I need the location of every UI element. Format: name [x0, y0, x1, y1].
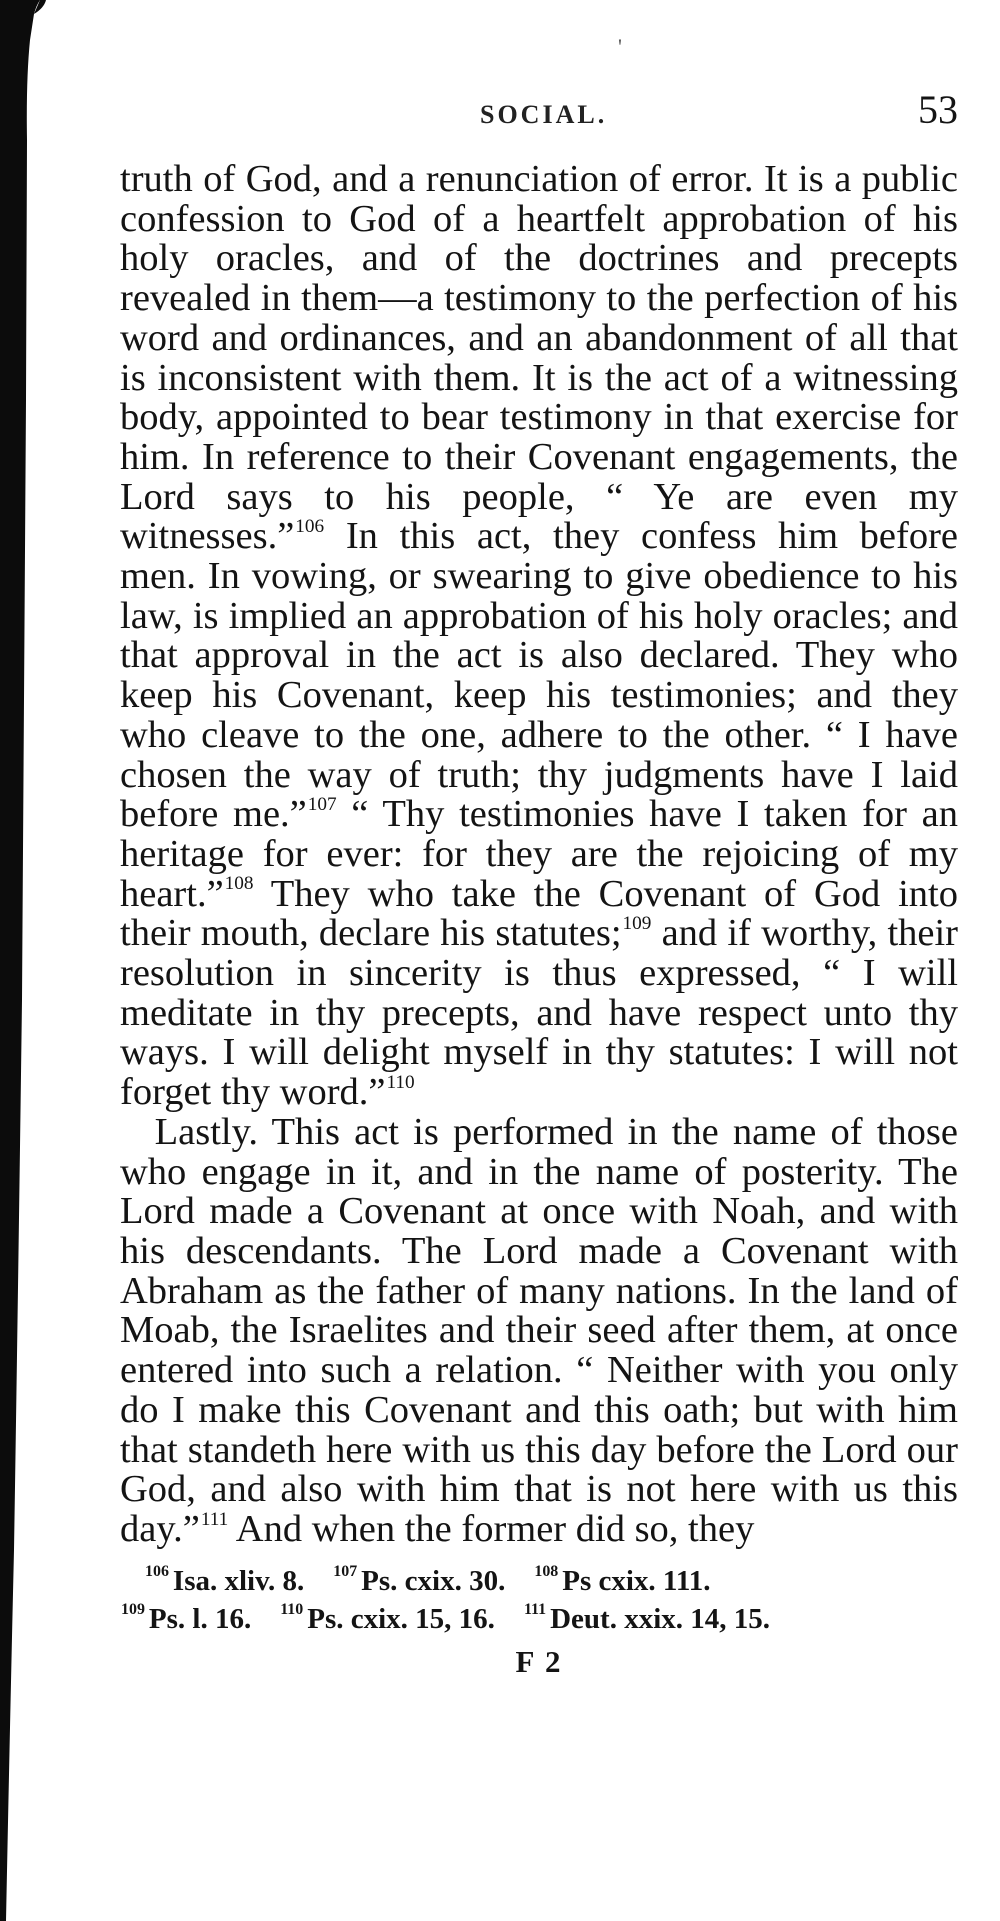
- footnote-citation: Ps. l. 16.: [148, 1602, 252, 1635]
- footnote-number: 110: [280, 1601, 304, 1619]
- footnote-citation: Deut. xxix. 14, 15.: [550, 1602, 771, 1635]
- book-page: [120, 0, 958, 1680]
- text-segment: And when the former did so, they: [228, 1507, 755, 1550]
- footnote-citation: Ps cxix. 111.: [562, 1564, 711, 1597]
- text-segment: They who take the Covenant of God into their mouth, declare his statutes;: [120, 872, 958, 955]
- text-segment: and if worthy, their resolution in sincerity is thus expressed, “ I will meditate in thy precepts, and have respect unto thy ways. I will delight myself in thy statutes: I will not forget thy word.”: [120, 912, 958, 1114]
- footnote: [120, 1600, 251, 1638]
- footnote-number: 108: [534, 1563, 559, 1581]
- paragraph: [120, 160, 958, 1113]
- footnote: [279, 1600, 495, 1638]
- footnote-number: 106: [145, 1563, 169, 1581]
- footnote-citation: Isa. xliv. 8.: [172, 1564, 305, 1597]
- footnote-reference: 109: [622, 913, 652, 934]
- footnote-row: [120, 1562, 958, 1600]
- running-head: SOCIAL.: [480, 100, 608, 129]
- footnote-reference: 108: [224, 873, 254, 895]
- text-segment: “ Thy testimonies have I taken for an heritage for ever: for they are the rejoicing of my heart.”: [120, 793, 958, 915]
- print-mark: ': [618, 34, 622, 59]
- footnote: [533, 1562, 710, 1600]
- page-header: [120, 0, 958, 160]
- footnote-reference: 107: [307, 793, 337, 815]
- footnote: [332, 1562, 505, 1600]
- footnotes: [120, 1562, 958, 1638]
- paragraph: [120, 1110, 958, 1550]
- signature-mark: F 2: [515, 1643, 563, 1679]
- footnote-reference: 110: [386, 1071, 415, 1093]
- text-segment: truth of God, and a renunciation of error. It is a public confession to God of a heartfelt approbation of his holy oracles, and of the doctrines and precepts revealed in them—a testimony to the perfection of his word and ordinances, and an abandonment of all that is inconsistent with them. It is the act of a witnessing body, appointed to bear testimony in that exercise for him. In reference to their Covenant engagements, the Lord says to his people, “ Ye are even my witnesses.”: [120, 158, 958, 558]
- text-segment: Lastly. This act is performed in the name of those who engage in it, and in the name of posterity. The Lord made a Covenant at once with Noah, and with his descendants. The Lord made a Covenant with Abraham as the father of many nations. In the land of Moab, the Israelites and their seed after them, at once entered into such a relation. “ Neither with you only do I make this Covenant and this oath; but with him that standeth here with us this day before the Lord our God, and also with him that is not here with us this day.”: [120, 1110, 958, 1550]
- text-segment: In this act, they confess him before men. In vowing, or swearing to give obedience to his law, is implied an approbation of his holy oracles; and that approval in the act is also declared. They who keep his Covenant, keep his testimonies; and they who cleave to the one, adhere to the other. “ I have chosen the way of truth; thy judgments have I laid before me.”: [120, 515, 958, 836]
- footnote: [144, 1562, 304, 1600]
- footnote-citation: Ps. cxix. 30.: [361, 1564, 506, 1597]
- page-number: 53: [918, 87, 958, 132]
- footnote-number: 107: [333, 1563, 358, 1581]
- footnote-number: 111: [523, 1601, 547, 1619]
- footnote-citation: Ps. cxix. 15, 16.: [307, 1602, 495, 1635]
- footnote-row: [120, 1600, 958, 1638]
- body-text: [120, 160, 958, 1550]
- footnote: [523, 1600, 770, 1638]
- footnote-number: 109: [121, 1601, 145, 1619]
- footnote-reference: 111: [200, 1508, 229, 1530]
- footnote-reference: 106: [295, 515, 325, 537]
- binding-edge-shadow: [0, 0, 46, 1921]
